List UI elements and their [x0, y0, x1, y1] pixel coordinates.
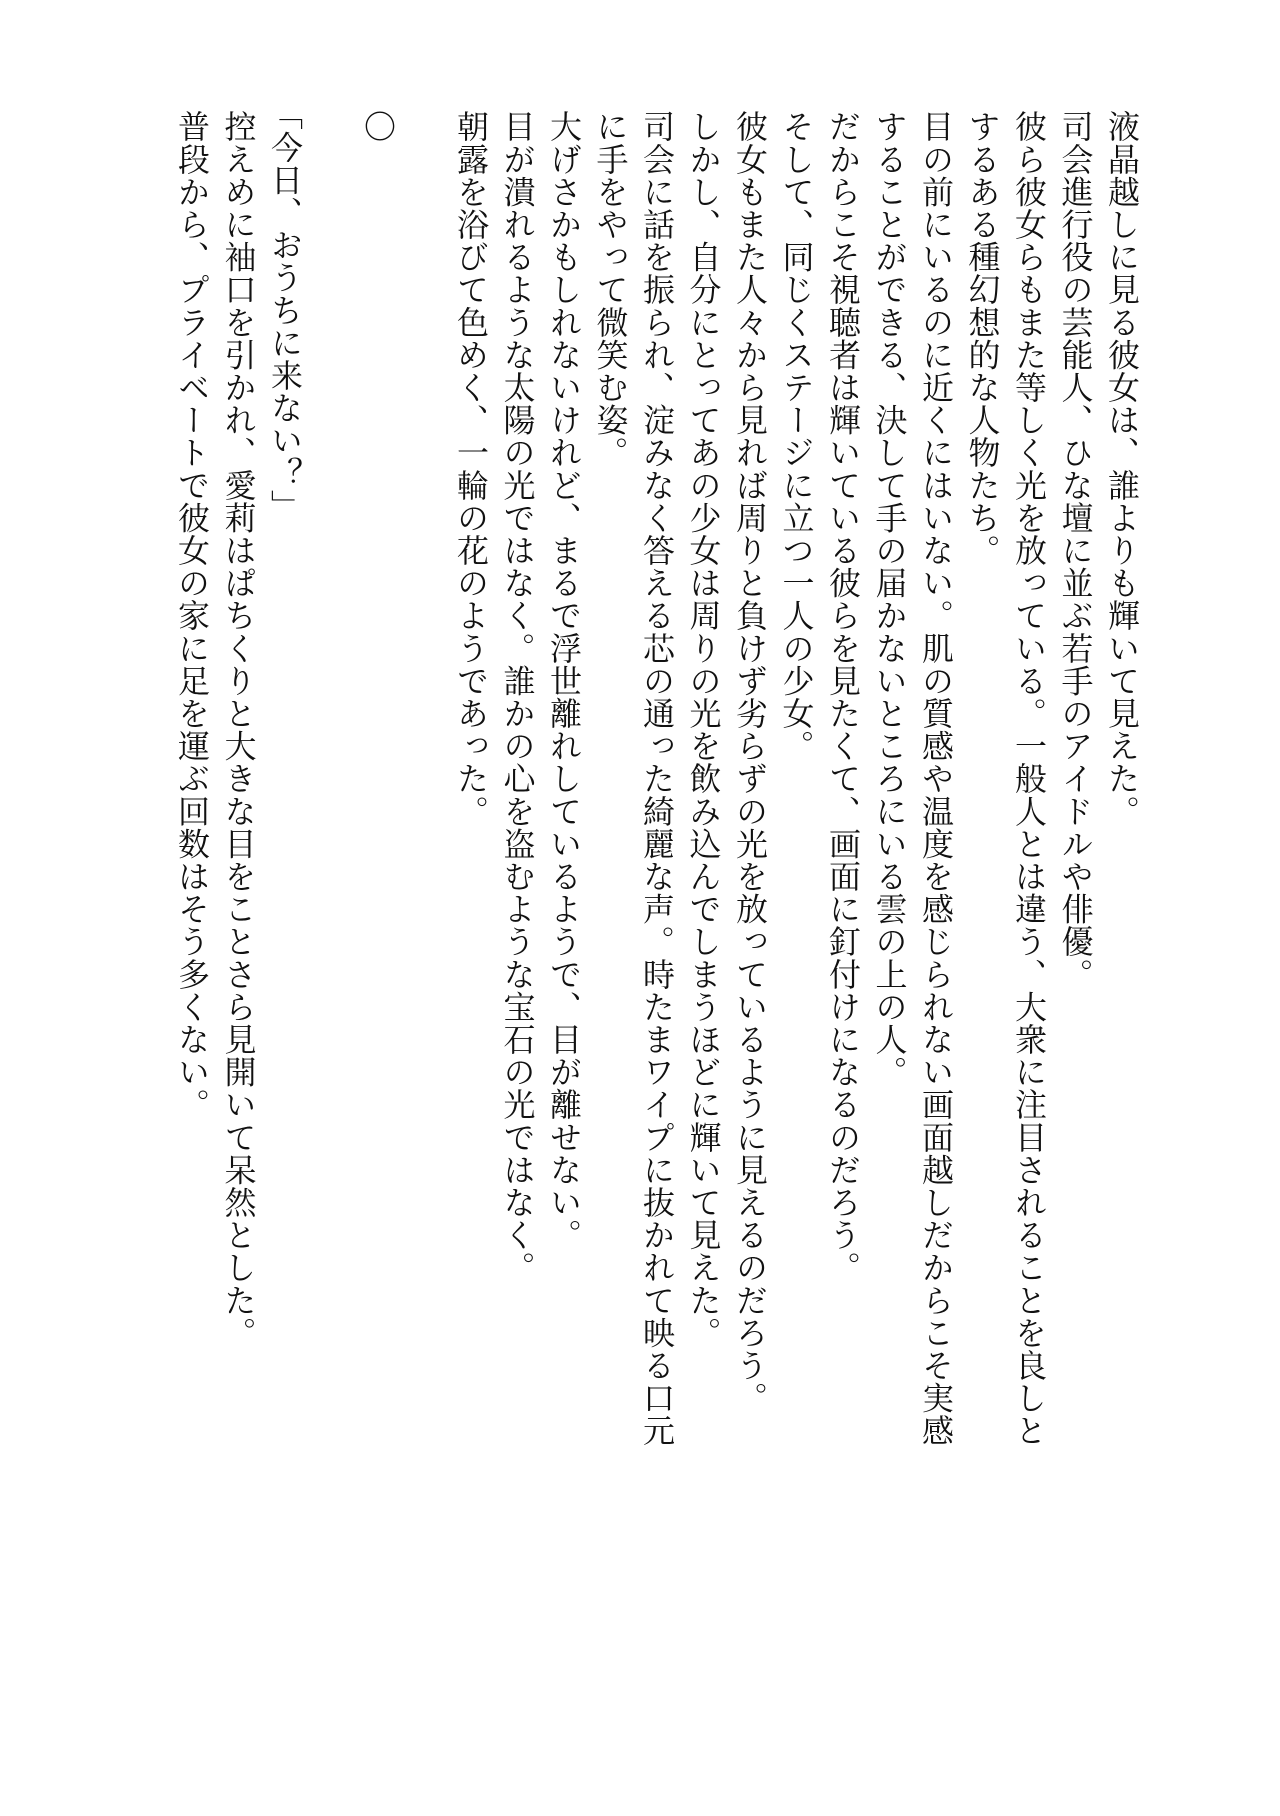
text-line: することができる、決して手の届かないところにいる雲の上の人。: [870, 110, 909, 1088]
text-line: に手をやって微笑む姿。: [591, 110, 630, 469]
text-line: だからこそ視聴者は輝いている彼らを見たくて、画面に釘付けになるのだろう。: [824, 110, 862, 1284]
text-line: 普段から、プライベートで彼女の家に足を運ぶ回数はそう多くない。: [173, 110, 211, 1121]
scene-break-mark: 〇: [359, 110, 397, 143]
text-line: 彼女もまた人々から見れば周りと負けず劣らずの光を放っているように見えるのだろう。: [731, 110, 769, 1414]
text-line: そして、同じくステージに立つ一人の少女。: [777, 110, 816, 762]
text-line: 目が潰れるような太陽の光ではなく。誰かの心を盗むような宝石の光ではなく。: [498, 110, 537, 1284]
blank-line: [308, 110, 355, 1570]
text-line: 司会進行役の芸能人、ひな壇に並ぶ若手のアイドルや俳優。: [1056, 110, 1095, 991]
text-line: 目の前にいるのに近くにはいない。肌の質感や温度を感じられない画面越しだからこそ実感: [917, 110, 955, 1447]
text-line: 朝露を浴びて色めく、一輪の花のようであった。: [452, 110, 490, 828]
dialogue-line: 「今日、おうちに来ない？」: [266, 98, 304, 522]
text-line: 大げさかもしれないけれど、まるで浮世離れしているようで、目が離せない。: [545, 110, 583, 1251]
text-line: 控えめに袖口を引かれ、愛莉はぱちくりと大きな目をことさら見開いて呆然とした。: [219, 110, 258, 1349]
blank-line: [401, 110, 448, 1570]
vertical-text-body: [169, 98, 1146, 1570]
text-line: 液晶越しに見る彼女は、誰よりも輝いて見えた。: [1103, 110, 1141, 828]
text-line: しかし、自分にとってあの少女は周りの光を飲み込んでしまうほどに輝いて見えた。: [684, 110, 723, 1349]
text-line: 彼ら彼女らもまた等しく光を放っている。一般人とは違う、大衆に注目されることを良しと: [1010, 110, 1048, 1447]
text-line: 司会に話を振られ、淀みなく答える芯の通った綺麗な声。時たまワイプに抜かれて映る口元: [638, 110, 676, 1447]
text-line: するある種幻想的な人物たち。: [963, 110, 1002, 567]
